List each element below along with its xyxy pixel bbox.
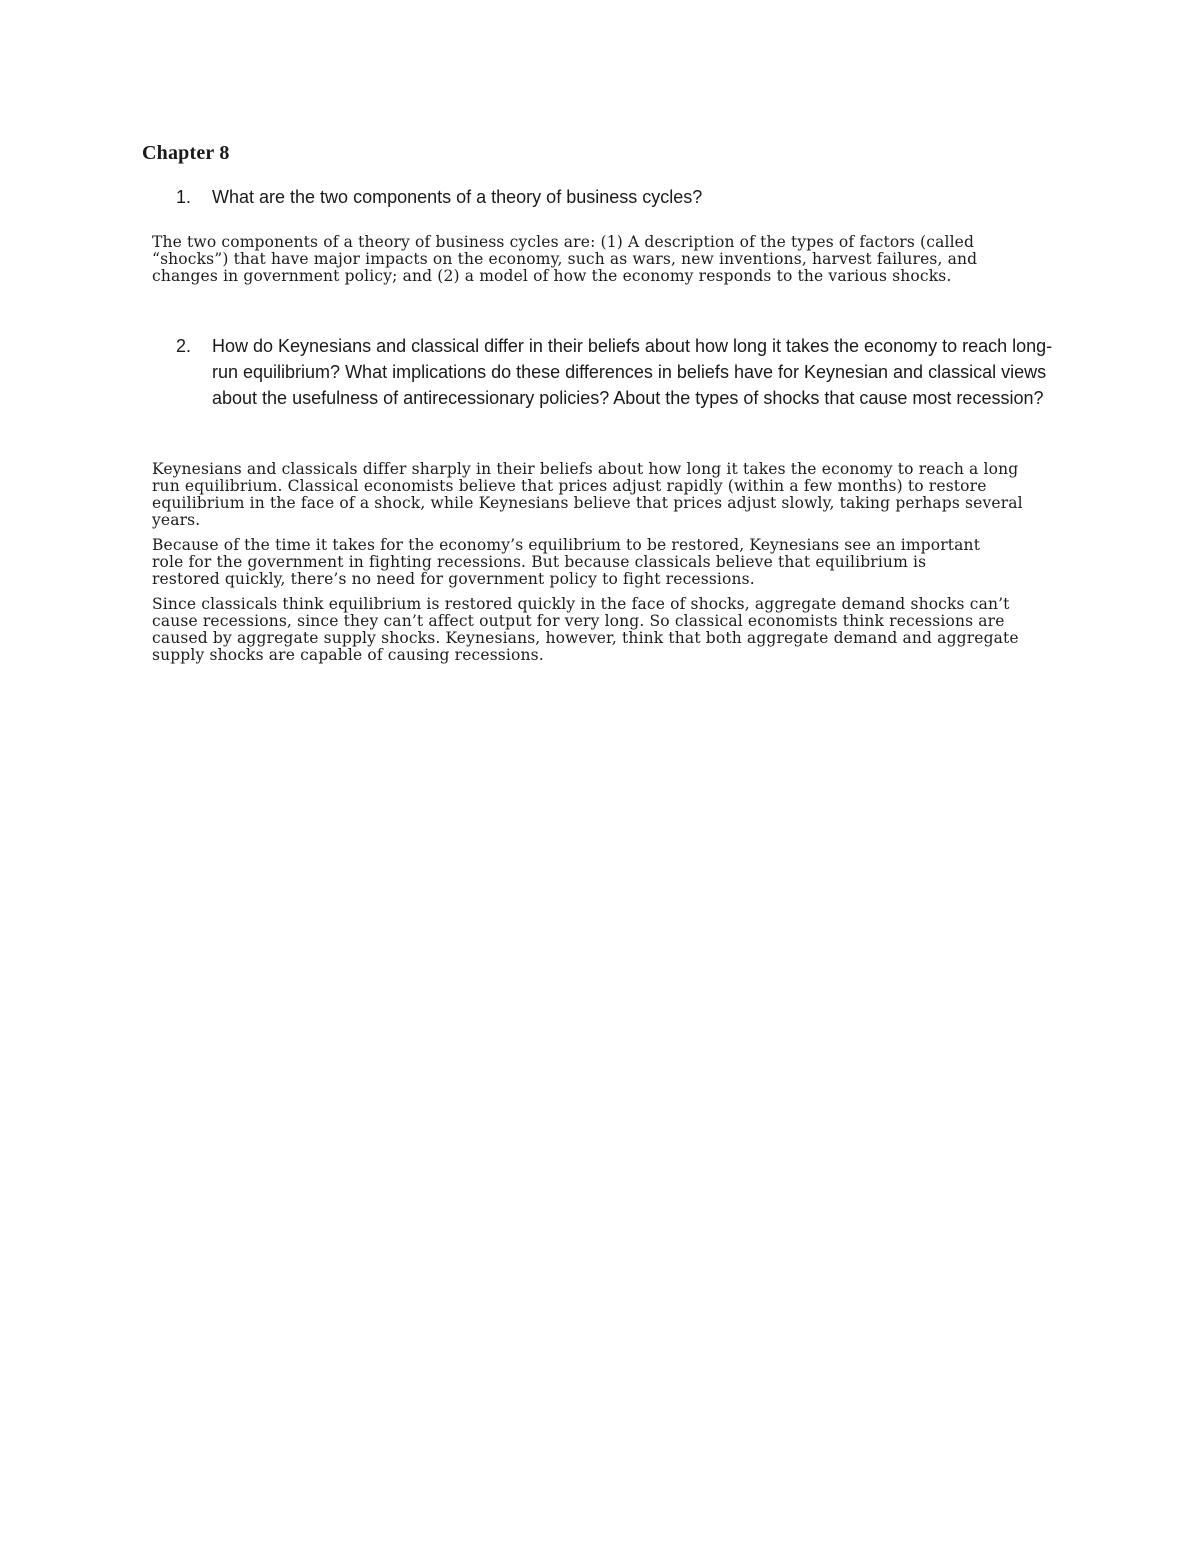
question-text: What are the two components of a theory of business cycles? (212, 187, 703, 207)
question-2 (176, 333, 1066, 411)
answer-2-paragraph-3: Since classicals think equilibrium is restored quickly in the face of shocks, aggregate demand shocks can’t cause recessions, since they can’t affect output for very long. So classical economists think recessions are caused by aggregate supply shocks. Keynesians, however, think that both aggregate demand and aggregate supply shocks are capable of causing recessions. (152, 595, 1019, 664)
question-text: How do Keynesians and classical differ in their beliefs about how long it takes the economy to reach long-run equilibrium? What implications do these differences in beliefs have for Keynesian and classical views about the usefulness of antirecessionary policies? About the types of shocks that cause most recession? (212, 336, 1053, 408)
question-number: 1. (176, 187, 192, 207)
answer-2-paragraph-2: Because of the time it takes for the economy’s equilibrium to be restored, Keynesians see an important role for the government in fighting recessions. But because classicals believe that equilibrium is restored quickly, there’s no need for government policy to fight recessions. (152, 536, 981, 588)
question-1 (176, 184, 1066, 210)
chapter-title: Chapter 8 (142, 142, 230, 164)
answer-2-paragraph-1: Keynesians and classicals differ sharply in their beliefs about how long it takes the economy to reach a long run equilibrium. Classical economists believe that prices adjust rapidly (within a few months) to restore equilibrium in the face of a shock, while Keynesians believe that prices adjust slowly, taking perhaps several years. (152, 460, 1023, 529)
answer-1-paragraph: The two components of a theory of business cycles are: (1) A description of the types of factors (called “shocks”) that have major impacts on the economy, such as wars, new inventions, harvest failures, and changes in government policy; and (2) a model of how the economy responds to the various shocks. (152, 233, 978, 285)
question-number: 2. (176, 336, 192, 356)
